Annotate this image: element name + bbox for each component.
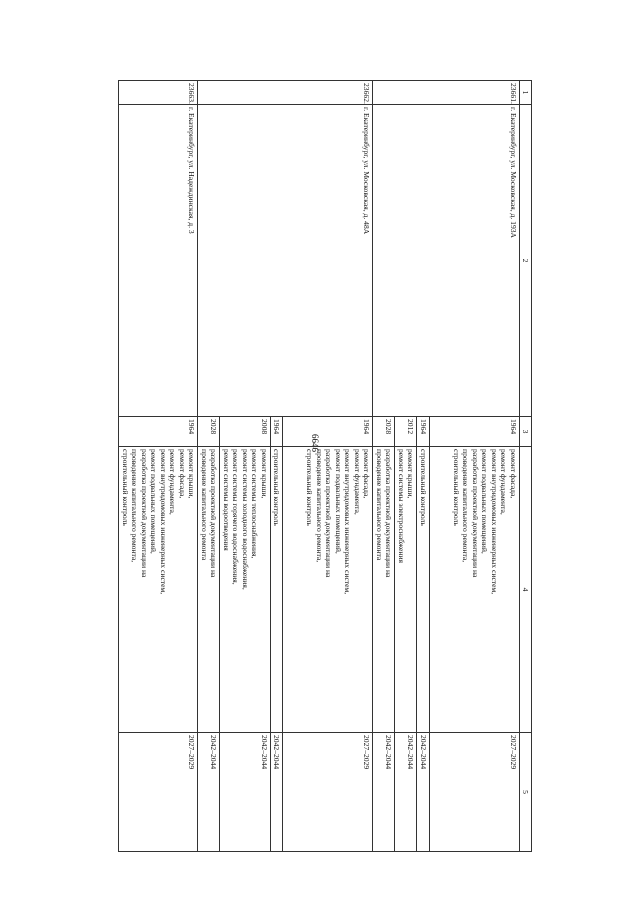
record-year: 1964	[429, 417, 519, 447]
record-address: г. Екатеринбург, ул. Надеждинская, д. 3	[119, 105, 198, 417]
record-period: 2027–2029	[119, 733, 198, 852]
header-col-3: 3	[519, 417, 531, 447]
record-work: ремонт крыши, ремонт фасада, ремонт фундамента, ремонт внутридомовых инженерных систем, ремонт подвальных помещений, разработка проектной документации на проведение капитального ремонта, строительный контроль	[119, 447, 198, 733]
header-col-5: 5	[519, 733, 531, 852]
table-row	[283, 81, 373, 852]
record-period: 2042–2044	[395, 733, 417, 852]
header-col-1: 1	[519, 81, 531, 105]
record-period: 2042–2044	[417, 733, 429, 852]
header-col-4: 4	[519, 447, 531, 733]
record-year: 2012	[395, 417, 417, 447]
record-year: 2028	[198, 417, 220, 447]
record-year: 2008	[220, 417, 270, 447]
record-work: разработка проектной документации на проведение капитального ремонта	[198, 447, 220, 733]
record-period: 2027–2029	[283, 733, 373, 852]
record-id: 23662.	[198, 81, 373, 105]
repair-schedule-rotated	[86, 80, 532, 851]
record-address: г. Екатеринбург, ул. Московская, д. 48А	[198, 105, 373, 417]
record-work: ремонт крыши, ремонт системы электроснабжения	[395, 447, 417, 733]
record-period: 2027–2029	[429, 733, 519, 852]
record-work: ремонт фасада, ремонт фундамента, ремонт внутридомовых инженерных систем, ремонт подвальных помещений, разработка проектной документации на проведение капитального ремонта, строительный контроль	[429, 447, 519, 733]
record-period: 2042–2044	[373, 733, 395, 852]
record-year: 1964	[417, 417, 429, 447]
record-work: строительный контроль	[417, 447, 429, 733]
record-address: г. Екатеринбург, ул. Московская, д. 193А	[373, 105, 519, 417]
record-id: 23663.	[119, 81, 198, 105]
record-work: строительный контроль	[270, 447, 282, 733]
record-period: 2042–2044	[220, 733, 270, 852]
record-year: 1964	[270, 417, 282, 447]
table-row	[429, 81, 519, 852]
table-row	[119, 81, 198, 852]
record-year: 2028	[373, 417, 395, 447]
record-period: 2042–2044	[198, 733, 220, 852]
record-work: ремонт фасада, ремонт фундамента, ремонт внутридомовых инженерных систем, ремонт подвальных помещений, разработка проектной документации на проведение капитального ремонта, строительный контроль	[283, 447, 373, 733]
record-year: 1964	[283, 417, 373, 447]
repair-schedule-table-wrap	[86, 80, 532, 851]
repair-schedule-table	[118, 80, 532, 852]
record-period: 2042–2044	[270, 733, 282, 852]
header-col-2: 2	[519, 105, 531, 417]
page-number: 6646	[310, 434, 320, 452]
record-id: 23661.	[373, 81, 519, 105]
record-work: разработка проектной документации на проведение капитального ремонта	[373, 447, 395, 733]
header-row	[519, 81, 531, 852]
record-year: 1964	[119, 417, 198, 447]
record-work: ремонт крыши, ремонт системы теплоснабжения, ремонт системы холодного водоснабжения, ремонт системы горячего водоснабжения, ремонт системы водоотведения	[220, 447, 270, 733]
